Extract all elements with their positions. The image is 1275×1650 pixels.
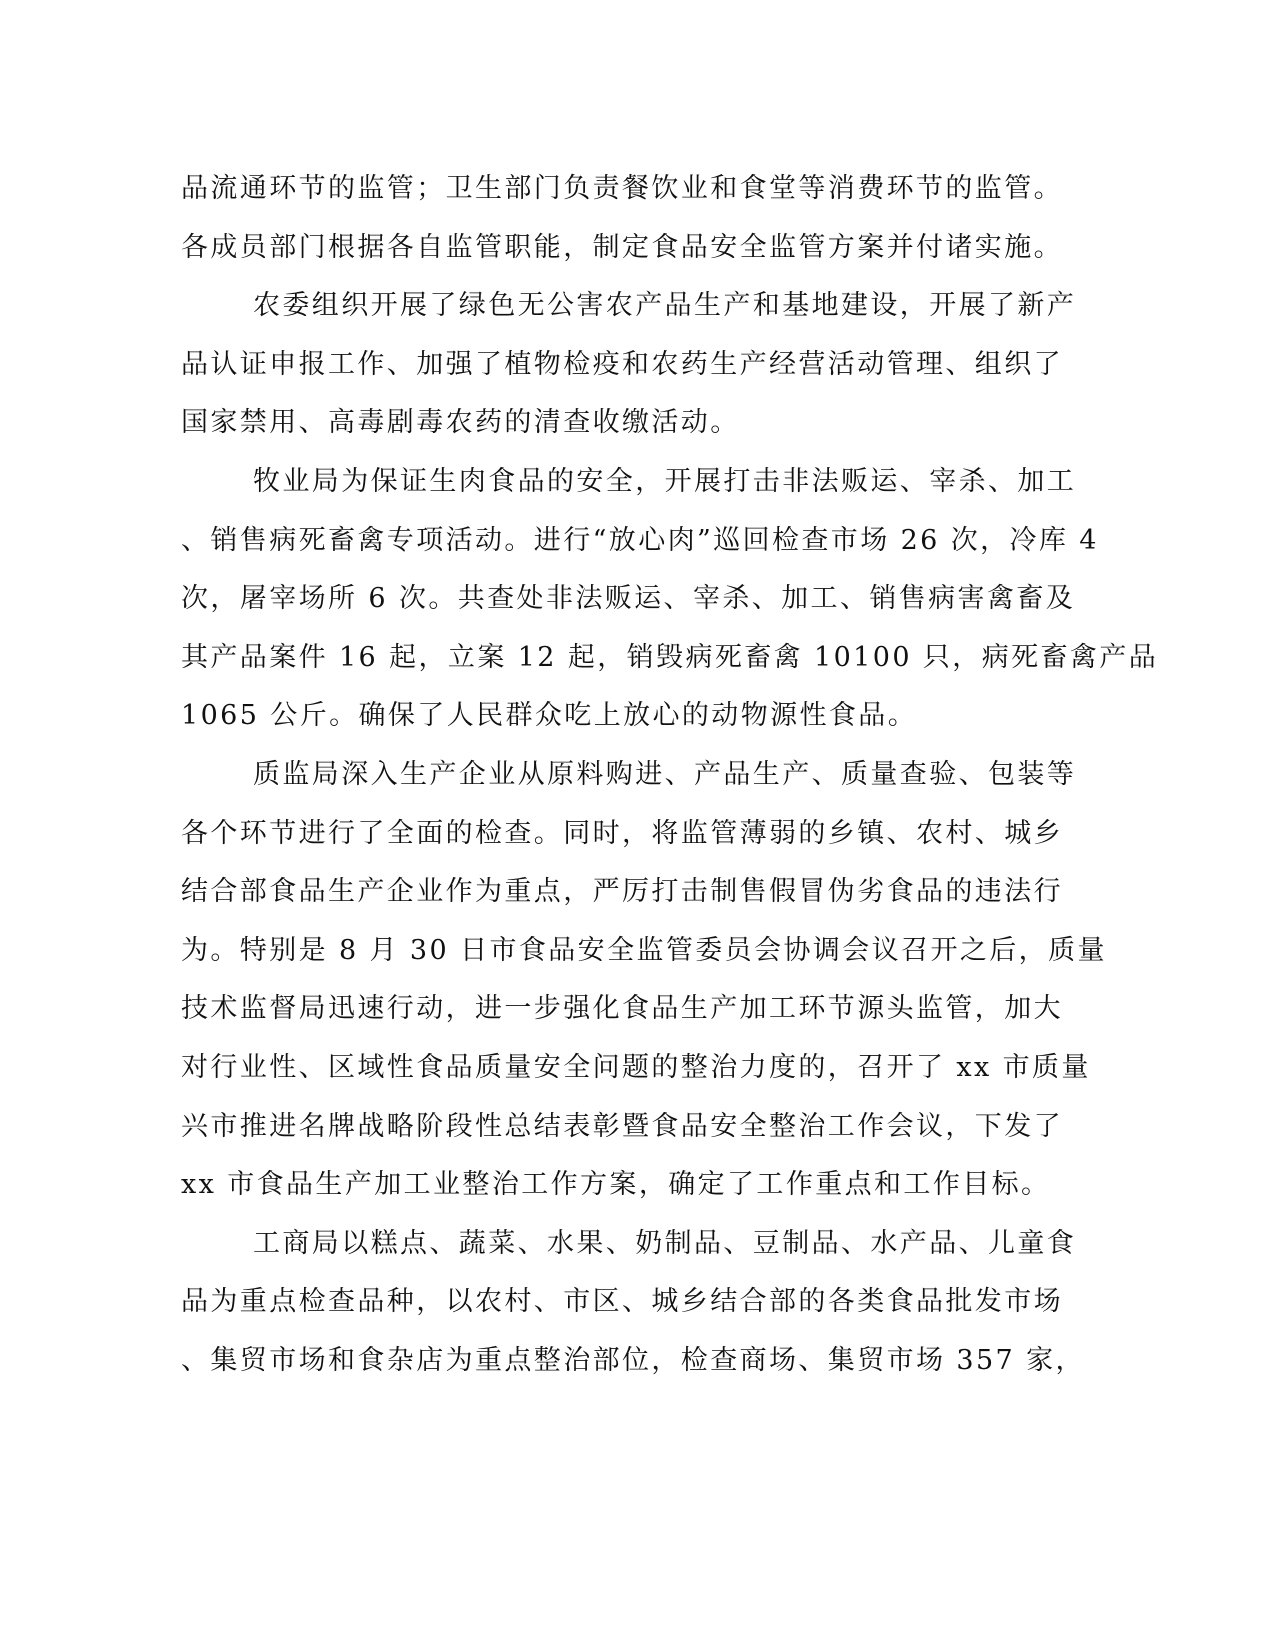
text-line: 、集贸市场和食杂店为重点整治部位，检查商场、集贸市场 357 家， <box>181 1344 1085 1376</box>
text-line: 、销售病死畜禽专项活动。进行“放心肉”巡回检查市场 26 次，冷库 4 <box>181 524 1099 556</box>
text-line: 品认证申报工作、加强了植物检疫和农药生产经营活动管理、组织了 <box>181 348 1063 380</box>
text-line: 其产品案件 16 起，立案 12 起，销毁病死畜禽 10100 只，病死畜禽产品 <box>181 641 1159 673</box>
text-line: 品流通环节的监管；卫生部门负责餐饮业和食堂等消费环节的监管。 <box>181 173 1063 204</box>
text-line: 各成员部门根据各自监管职能，制定食品安全监管方案并付诸实施。 <box>181 231 1063 263</box>
text-line: 各个环节进行了全面的检查。同时，将监管薄弱的乡镇、农村、城乡 <box>181 817 1063 849</box>
text-line: 品为重点检查品种，以农村、市区、城乡结合部的各类食品批发市场 <box>181 1286 1063 1318</box>
text-line: 1065 公斤。确保了人民群众吃上放心的动物源性食品。 <box>181 700 918 732</box>
paragraph-start-line: 质监局深入生产企业从原料购进、产品生产、质量查验、包装等 <box>253 758 1077 790</box>
text-line: 兴市推进名牌战略阶段性总结表彰暨食品安全整治工作会议，下发了 <box>181 1110 1063 1142</box>
text-line: 技术监督局迅速行动，进一步强化食品生产加工环节源头监管，加大 <box>181 993 1063 1025</box>
paragraph-start-line: 工商局以糕点、蔬菜、水果、奶制品、豆制品、水产品、儿童食 <box>253 1227 1077 1259</box>
text-line: 结合部食品生产企业作为重点，严厉打击制售假冒伪劣食品的违法行 <box>181 876 1063 908</box>
text-line: 对行业性、区域性食品质量安全问题的整治力度的，召开了 xx 市质量 <box>181 1051 1091 1083</box>
text-line: xx 市食品生产加工业整治工作方案，确定了工作重点和工作目标。 <box>181 1169 1051 1201</box>
body-text <box>181 160 1159 1390</box>
paragraph-start-line: 牧业局为保证生肉食品的安全，开展打击非法贩运、宰杀、加工 <box>253 465 1077 497</box>
text-line: 次，屠宰场所 6 次。共查处非法贩运、宰杀、加工、销售病害禽畜及 <box>181 583 1076 615</box>
paragraph-start-line: 农委组织开展了绿色无公害农产品生产和基地建设，开展了新产 <box>253 290 1077 322</box>
text-line: 国家禁用、高毒剧毒农药的清查收缴活动。 <box>181 407 740 439</box>
text-line: 为。特别是 8 月 30 日市食品安全监管委员会协调会议召开之后，质量 <box>181 934 1107 966</box>
